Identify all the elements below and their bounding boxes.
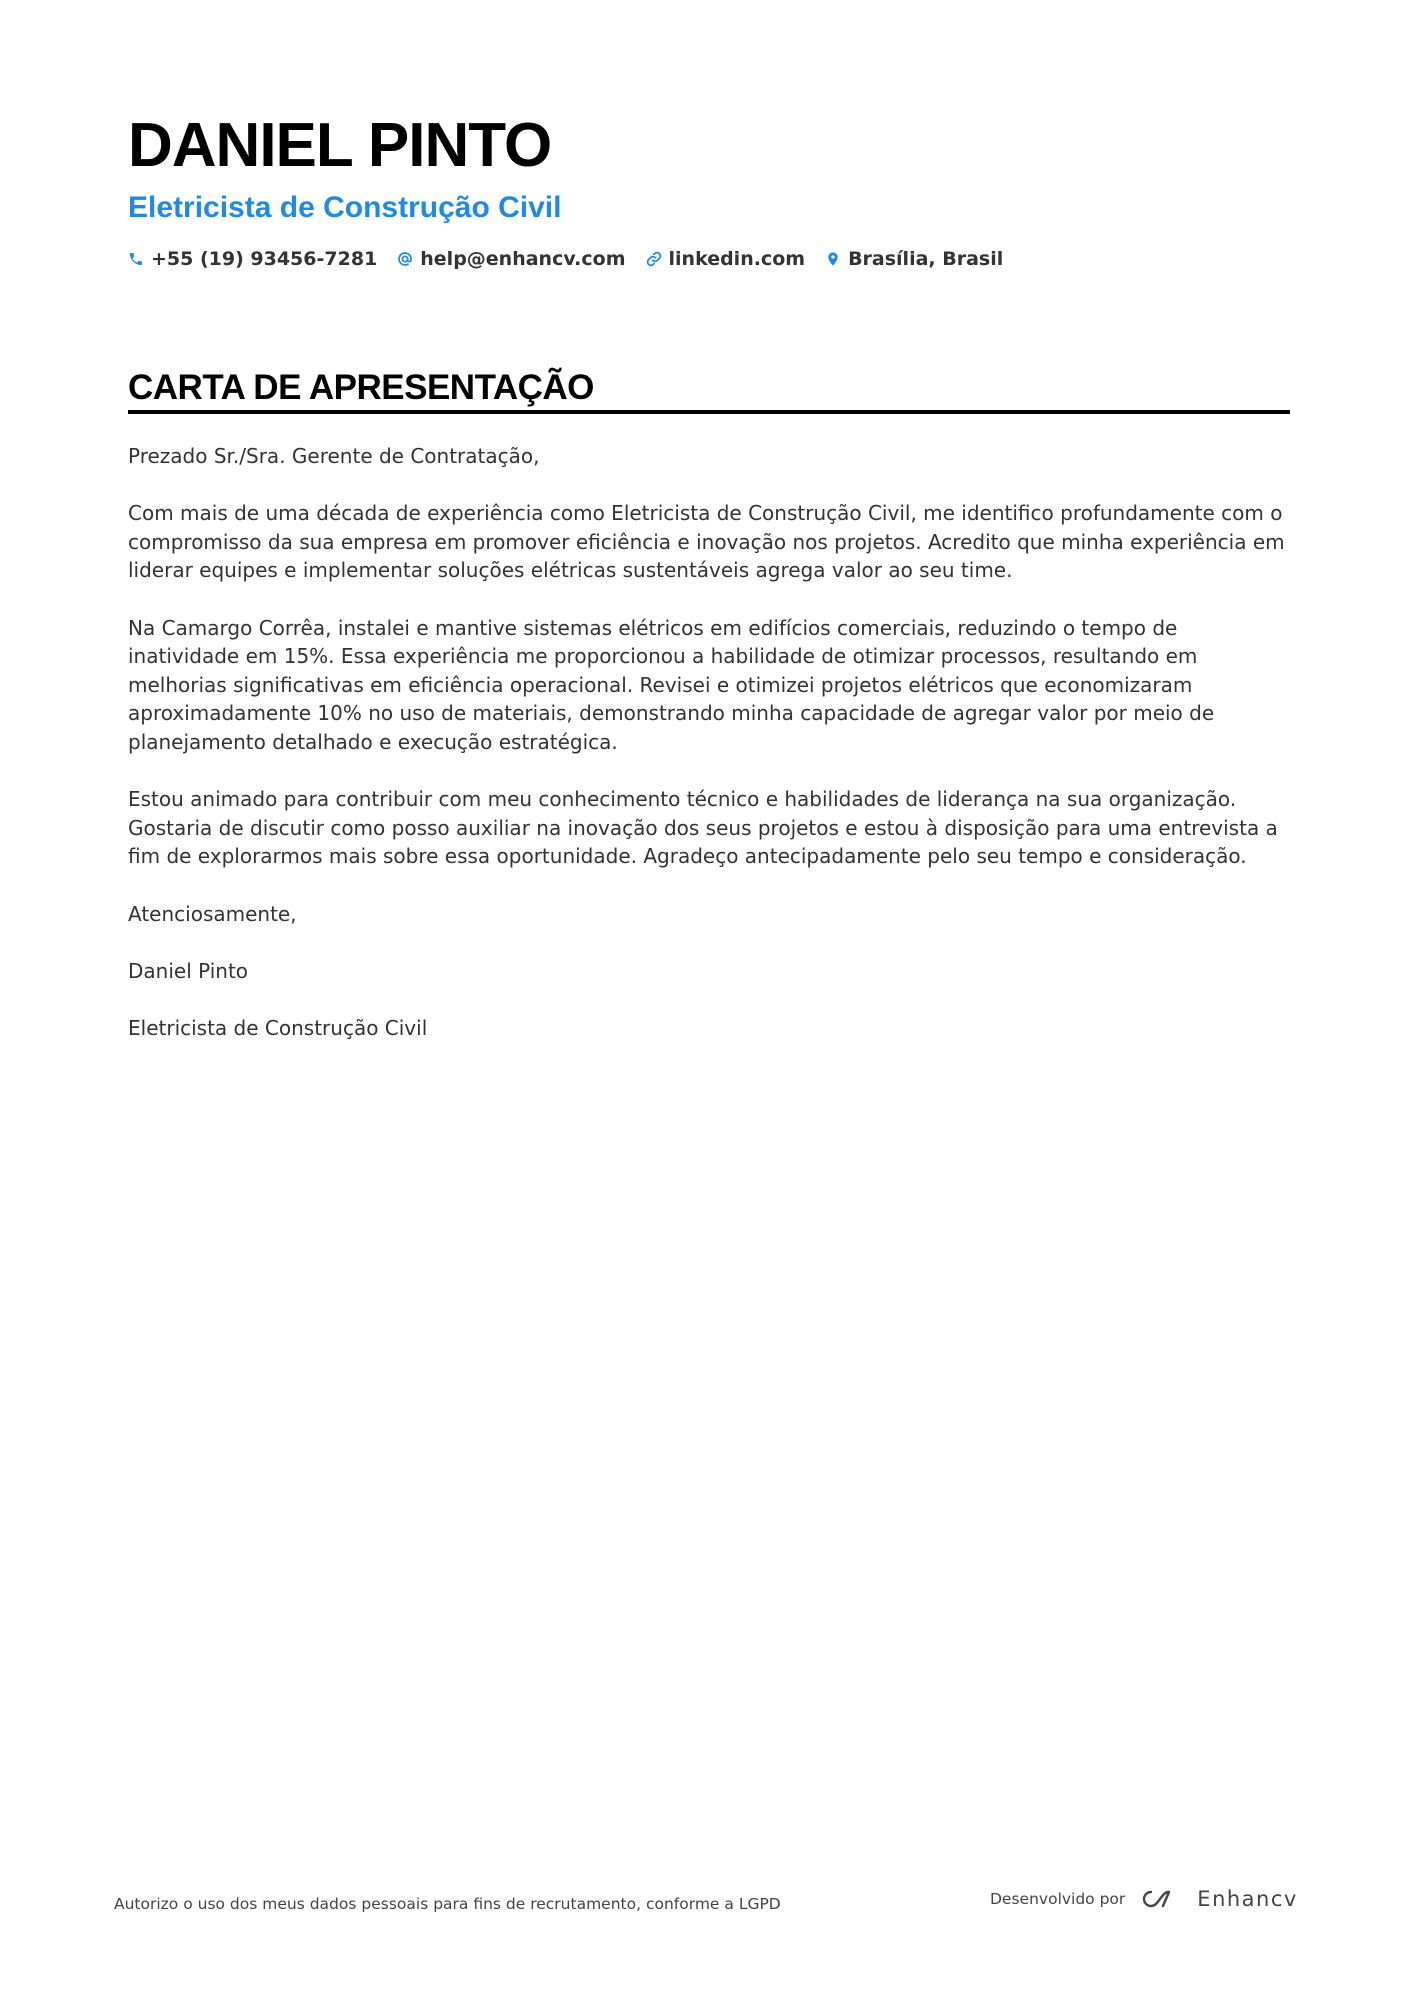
letter-greeting: Prezado Sr./Sra. Gerente de Contratação, xyxy=(128,444,540,468)
link-icon xyxy=(646,251,662,267)
location-text: Brasília, Brasil xyxy=(848,248,1004,270)
consent-note: Autorizo o uso dos meus dados pessoais para fins de recrutamento, conforme a LGPD xyxy=(114,1895,781,1913)
letter-closing: Atenciosamente, xyxy=(128,901,297,926)
link-text[interactable]: linkedin.com xyxy=(668,248,806,270)
signature-title: Eletricista de Construção Civil xyxy=(128,1015,428,1040)
header xyxy=(128,108,1290,270)
contact-phone xyxy=(128,248,377,270)
powered-by-text: Desenvolvido por xyxy=(990,1890,1126,1908)
contact-bar xyxy=(128,248,1290,270)
location-pin-icon xyxy=(825,251,841,267)
contact-email[interactable] xyxy=(397,248,625,270)
letter-paragraph: Com mais de uma década de experiência como Eletricista de Construção Civil, me identifico profundamente com o compromisso da sua empresa em promover eficiência e inovação nos projetos. Acredito que minha experiência em liderar equipes e implementar soluções elétricas sustentáveis agrega valor ao seu time. xyxy=(128,501,1285,583)
enhancv-logo-icon xyxy=(1137,1886,1183,1912)
letter-paragraph: Estou animado para contribuir com meu conhecimento técnico e habilidades de liderança na sua organização. Gostaria de discutir como posso auxiliar na inovação dos seus projetos e estou à disposição para uma entrevista a fim de explorarmos mais sobre essa oportunidade. Agradeço antecipadamente pelo seu tempo e consideração. xyxy=(128,787,1278,869)
section-title: CARTA DE APRESENTAÇÃO xyxy=(128,368,594,407)
section-divider xyxy=(128,410,1290,414)
letter-paragraph: Na Camargo Corrêa, instalei e mantive sistemas elétricos em edifícios comerciais, reduzindo o tempo de inatividade em 15%. Essa experiência me proporcionou a habilidade de otimizar processos, resultando em melhorias significativas em eficiência operacional. Revisei e otimizei projetos elétricos que economizaram aproximadamente 10% no uso de materiais, demonstrando minha capacidade de agregar valor por meio de planejamento detalhado e execução estratégica. xyxy=(128,615,1215,754)
letter-body xyxy=(128,442,1290,1071)
powered-by xyxy=(990,1886,1298,1912)
job-title: Eletricista de Construção Civil xyxy=(128,191,562,224)
at-icon xyxy=(397,251,413,267)
email-text[interactable]: help@enhancv.com xyxy=(420,248,626,270)
phone-text: +55 (19) 93456-7281 xyxy=(151,248,378,270)
candidate-name: DANIEL PINTO xyxy=(128,111,552,180)
enhancv-brand[interactable]: Enhancv xyxy=(1197,1887,1298,1911)
signature-name: Daniel Pinto xyxy=(128,958,249,983)
contact-link[interactable] xyxy=(646,248,806,270)
phone-icon xyxy=(128,251,144,267)
contact-location xyxy=(825,248,1003,270)
